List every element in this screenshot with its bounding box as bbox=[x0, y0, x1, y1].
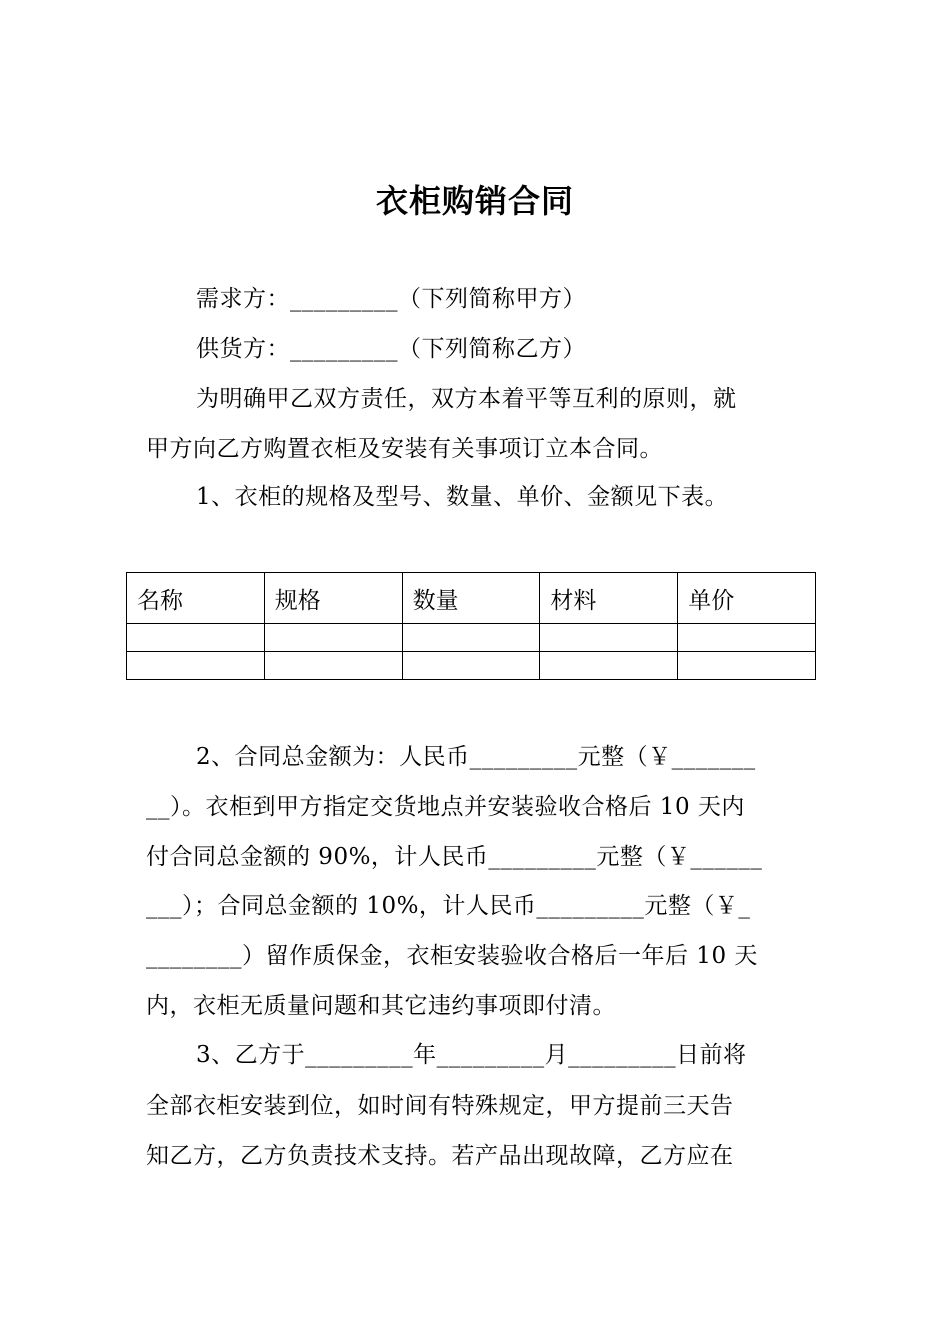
table-row bbox=[127, 652, 816, 680]
clause-2-line-2: __）。衣柜到甲方指定交货地点并安装验收合格后 10 天内 bbox=[146, 794, 745, 820]
document-title: 衣柜购销合同 bbox=[375, 182, 574, 220]
clause-3-line-1: 3、乙方于_________年_________月_________日前将 bbox=[196, 1042, 747, 1068]
purpose-line-1: 为明确甲乙双方责任，双方本着平等互利的原则，就 bbox=[196, 386, 737, 412]
clause-2-line-3: 付合同总金额的 90%，计人民币_________元整（￥______ bbox=[146, 844, 763, 870]
purpose-line-2: 甲方向乙方购置衣柜及安装有关事项订立本合同。 bbox=[146, 436, 663, 462]
table-header-cell: 材料 bbox=[540, 573, 678, 624]
table-cell bbox=[127, 652, 265, 680]
table-cell bbox=[540, 624, 678, 652]
table-cell bbox=[264, 624, 402, 652]
clause-3-line-3: 知乙方，乙方负责技术支持。若产品出现故障，乙方应在 bbox=[146, 1143, 734, 1169]
spec-table bbox=[126, 572, 816, 680]
table-header-cell: 规格 bbox=[264, 573, 402, 624]
party-b-line: 供货方：_________（下列简称乙方） bbox=[196, 336, 586, 362]
clause-3-line-2: 全部衣柜安装到位，如时间有特殊规定，甲方提前三天告 bbox=[146, 1093, 734, 1119]
clause-1-line: 1、衣柜的规格及型号、数量、单价、金额见下表。 bbox=[196, 484, 729, 510]
table-header-cell: 单价 bbox=[678, 573, 816, 624]
clause-2-line-1: 2、合同总金额为：人民币_________元整（￥_______ bbox=[196, 744, 756, 770]
table-header-cell: 名称 bbox=[127, 573, 265, 624]
table-cell bbox=[127, 624, 265, 652]
table-cell bbox=[678, 652, 816, 680]
table-header-row bbox=[127, 573, 816, 624]
table-cell bbox=[678, 624, 816, 652]
party-a-line: 需求方：_________（下列简称甲方） bbox=[196, 286, 586, 312]
table-row bbox=[127, 624, 816, 652]
clause-2-line-6: 内，衣柜无质量问题和其它违约事项即付清。 bbox=[146, 993, 616, 1019]
clause-2-line-5: ________）留作质保金，衣柜安装验收合格后一年后 10 天 bbox=[146, 943, 758, 969]
table-cell bbox=[540, 652, 678, 680]
table-cell bbox=[402, 652, 540, 680]
table-header-cell: 数量 bbox=[402, 573, 540, 624]
table-cell bbox=[264, 652, 402, 680]
clause-2-line-4: ___）；合同总金额的 10%，计人民币_________元整（￥_ bbox=[146, 893, 751, 919]
table-cell bbox=[402, 624, 540, 652]
